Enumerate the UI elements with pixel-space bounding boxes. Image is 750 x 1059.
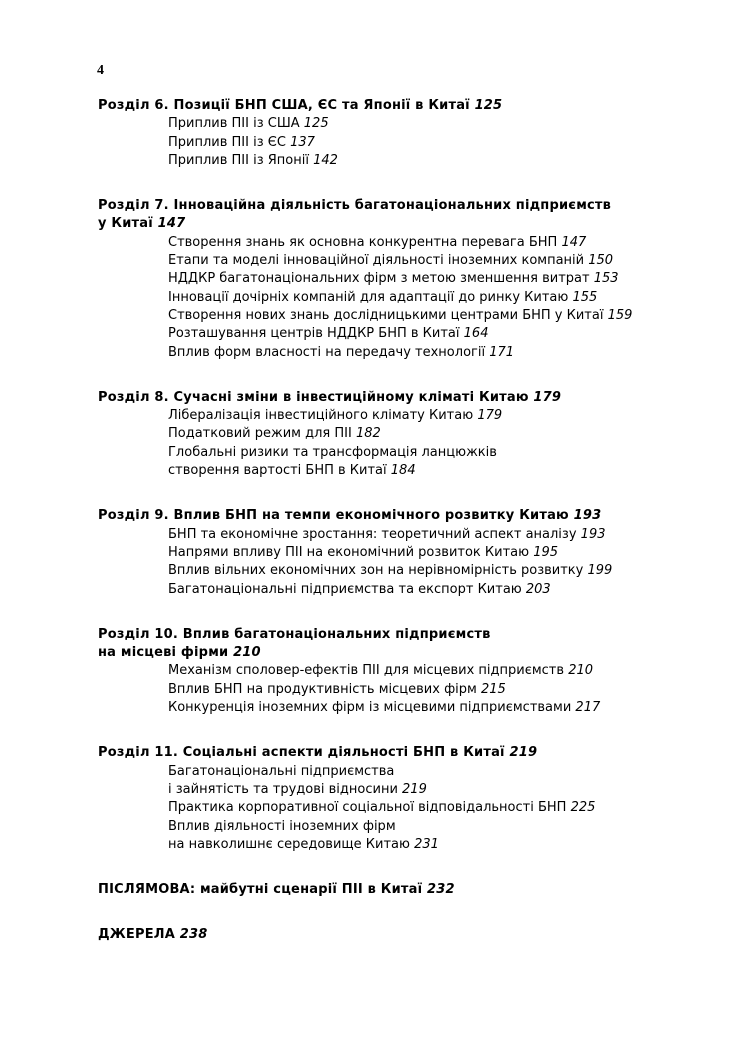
section-page-number: 179: [533, 389, 562, 405]
toc-entry-page-number: 137: [290, 134, 315, 150]
toc-entry-line: [168, 234, 698, 252]
toc-entry-text: Механізм споловер-ефектів ПІІ для місцевих підприємств: [168, 663, 565, 679]
toc-entry-text: Багатонаціональні підприємства: [168, 763, 395, 779]
section-title-text: на місцеві фірми: [98, 645, 229, 661]
toc-entry-line: [168, 526, 698, 544]
toc-entry: [168, 526, 698, 544]
section-title-line: [98, 744, 698, 762]
toc-entry-line: [168, 781, 698, 799]
toc-entry-line: [168, 562, 698, 580]
section-entries: [98, 662, 698, 717]
toc-section: [98, 926, 698, 944]
toc-entry-page-number: 153: [593, 271, 619, 287]
section-title: [98, 926, 698, 944]
section-title-text: Розділ 9. Вплив БНП на темпи економічного розвитку Китаю: [98, 508, 569, 524]
toc-entry-line: [168, 252, 698, 270]
toc-entry-page-number: 210: [568, 663, 594, 679]
section-entries: [98, 407, 698, 480]
toc-entry-line: [168, 425, 698, 443]
toc-entry-line: [168, 581, 698, 599]
section-title: [98, 626, 698, 663]
toc-entry: [168, 134, 698, 152]
section-title-text: Розділ 8. Сучасні зміни в інвестиційному кліматі Китаю: [98, 389, 529, 405]
toc-entry-line: [168, 818, 698, 836]
section-title-line: [98, 881, 698, 899]
section-title-line: [98, 644, 698, 662]
section-title: [98, 744, 698, 762]
toc-entry-text: НДДКР багатонаціональних фірм з метою зменшення витрат: [168, 271, 590, 287]
toc-section: [98, 197, 698, 362]
section-page-number: 219: [509, 745, 538, 761]
toc-entry-page-number: 195: [533, 544, 559, 560]
toc-entry: [168, 799, 698, 817]
section-title-text: ПІСЛЯМОВА: майбутні сценарії ПІІ в Китаї: [98, 882, 423, 898]
toc-entry-line: [168, 307, 698, 325]
toc-entry-line: [168, 444, 698, 462]
toc-entry-line: [168, 544, 698, 562]
toc-entry-line: [168, 699, 698, 717]
toc-entry: [168, 152, 698, 170]
toc-entry-line: [168, 763, 698, 781]
toc-entry: [168, 544, 698, 562]
toc-entry: [168, 407, 698, 425]
toc-section: [98, 626, 698, 717]
toc-entry-page-number: 219: [402, 781, 427, 797]
section-page-number: 238: [179, 927, 208, 943]
toc-entry-page-number: 215: [481, 681, 506, 697]
toc-entry-page-number: 231: [414, 836, 439, 852]
toc-entry-page-number: 155: [572, 289, 598, 305]
page-number: 4: [97, 63, 104, 78]
toc-entry-line: [168, 134, 698, 152]
toc-entry-text: Створення знань як основна конкурентна перевага БНП: [168, 234, 558, 250]
toc-entry-line: [168, 344, 698, 362]
toc-entry: [168, 234, 698, 252]
section-title: [98, 389, 698, 407]
toc-entry-text: створення вартості БНП в Китаї: [168, 463, 387, 479]
toc-entry-text: Приплив ПІІ із ЄС: [168, 134, 286, 150]
toc-entry-text: Лібералізація інвестиційного клімату Китаю: [168, 408, 474, 424]
toc-entry: [168, 562, 698, 580]
section-entries: [98, 115, 698, 170]
toc-section: [98, 97, 698, 170]
toc-section: [98, 744, 698, 854]
section-title-line: [98, 926, 698, 944]
toc-entry-page-number: 150: [588, 253, 614, 269]
toc-entry: [168, 325, 698, 343]
section-title-line: [98, 389, 698, 407]
toc-entry-page-number: 225: [570, 800, 596, 816]
toc-entry-text: і зайнятість та трудові відносини: [168, 781, 398, 797]
toc-entry-page-number: 125: [303, 116, 329, 132]
toc-entry-page-number: 142: [313, 152, 338, 168]
toc-entry-text: Вплив вільних економічних зон на нерівномірність розвитку: [168, 563, 584, 579]
toc-entry-page-number: 184: [390, 463, 416, 479]
section-title-line: [98, 626, 698, 644]
table-of-contents: [98, 97, 698, 945]
toc-entry-text: Інновації дочірніх компаній для адаптації до ринку Китаю: [168, 289, 569, 305]
section-title-line: [98, 507, 698, 525]
toc-entry-page-number: 171: [489, 344, 515, 360]
toc-entry-text: Розташування центрів НДДКР БНП в Китаї: [168, 326, 460, 342]
toc-entry-text: Етапи та моделі інноваційної діяльності іноземних компаній: [168, 253, 585, 269]
toc-entry-line: [168, 681, 698, 699]
section-title: [98, 881, 698, 899]
toc-entry-text: на навколишнє середовище Китаю: [168, 836, 410, 852]
section-title-text: ДЖЕРЕЛА: [98, 927, 176, 943]
toc-entry-line: [168, 115, 698, 133]
section-page-number: 210: [233, 645, 261, 661]
toc-entry: [168, 344, 698, 362]
toc-entry: [168, 818, 698, 855]
toc-entry-line: [168, 152, 698, 170]
toc-entry-text: Вплив БНП на продуктивність місцевих фірм: [168, 681, 477, 697]
toc-entry: [168, 699, 698, 717]
toc-entry: [168, 289, 698, 307]
toc-entry-text: Створення нових знань дослідницькими центрами БНП у Китаї: [168, 307, 604, 323]
section-title-text: Розділ 10. Вплив багатонаціональних підприємств: [98, 626, 491, 642]
toc-entry-page-number: 147: [561, 234, 587, 250]
toc-entry: [168, 444, 698, 481]
toc-entry-page-number: 217: [575, 700, 601, 716]
toc-entry-page-number: 179: [477, 408, 503, 424]
toc-section: [98, 507, 698, 598]
toc-entry-page-number: 182: [355, 426, 381, 442]
toc-entry: [168, 115, 698, 133]
section-entries: [98, 234, 698, 362]
toc-entry-text: Вплив діяльності іноземних фірм: [168, 818, 396, 834]
toc-section: [98, 881, 698, 899]
section-page-number: 193: [573, 508, 602, 524]
section-title-line: [98, 197, 698, 215]
section-title-text: Розділ 7. Інноваційна діяльність багатонаціональних підприємств: [98, 198, 612, 214]
toc-entry-page-number: 164: [463, 326, 489, 342]
toc-entry-line: [168, 325, 698, 343]
toc-entry: [168, 763, 698, 800]
toc-entry-text: Багатонаціональні підприємства та експорт Китаю: [168, 581, 522, 597]
toc-entry-line: [168, 289, 698, 307]
toc-entry: [168, 307, 698, 325]
toc-entry-text: Практика корпоративної соціальної відповідальності БНП: [168, 800, 567, 816]
toc-entry: [168, 681, 698, 699]
toc-entry-line: [168, 270, 698, 288]
toc-entry-text: БНП та економічне зростання: теоретичний аспект аналізу: [168, 526, 577, 542]
section-entries: [98, 763, 698, 854]
toc-entry-text: Податковий режим для ПІІ: [168, 426, 352, 442]
section-page-number: 232: [427, 882, 455, 898]
toc-entry-page-number: 203: [525, 581, 551, 597]
section-title: [98, 97, 698, 115]
section-page-number: 147: [157, 216, 186, 232]
toc-entry-text: Приплив ПІІ із США: [168, 116, 300, 132]
toc-entry-page-number: 159: [607, 307, 633, 323]
section-title-line: [98, 97, 698, 115]
toc-entry-text: Глобальні ризики та трансформація ланцюжків: [168, 444, 497, 460]
toc-entry: [168, 581, 698, 599]
section-title-line: [98, 215, 698, 233]
toc-section: [98, 389, 698, 480]
toc-entry-line: [168, 462, 698, 480]
section-title-text: у Китаї: [98, 216, 153, 232]
toc-entry-text: Напрями впливу ПІІ на економічний розвиток Китаю: [168, 544, 530, 560]
toc-entry: [168, 662, 698, 680]
section-page-number: 125: [474, 98, 503, 113]
section-title-text: Розділ 11. Соціальні аспекти діяльності БНП в Китаї: [98, 745, 505, 761]
toc-entry-text: Конкуренція іноземних фірм із місцевими підприємствами: [168, 700, 572, 716]
toc-entry-text: Приплив ПІІ із Японії: [168, 152, 309, 168]
toc-entry: [168, 425, 698, 443]
section-entries: [98, 526, 698, 599]
section-title: [98, 507, 698, 525]
toc-entry: [168, 270, 698, 288]
toc-entry-line: [168, 799, 698, 817]
toc-entry-line: [168, 836, 698, 854]
section-title: [98, 197, 698, 234]
section-title-text: Розділ 6. Позиції БНП США, ЄС та Японії в Китаї: [98, 98, 470, 113]
toc-entry-line: [168, 662, 698, 680]
toc-entry-page-number: 199: [587, 563, 613, 579]
toc-entry-line: [168, 407, 698, 425]
toc-entry: [168, 252, 698, 270]
toc-entry-text: Вплив форм власності на передачу технології: [168, 344, 486, 360]
toc-entry-page-number: 193: [580, 526, 606, 542]
